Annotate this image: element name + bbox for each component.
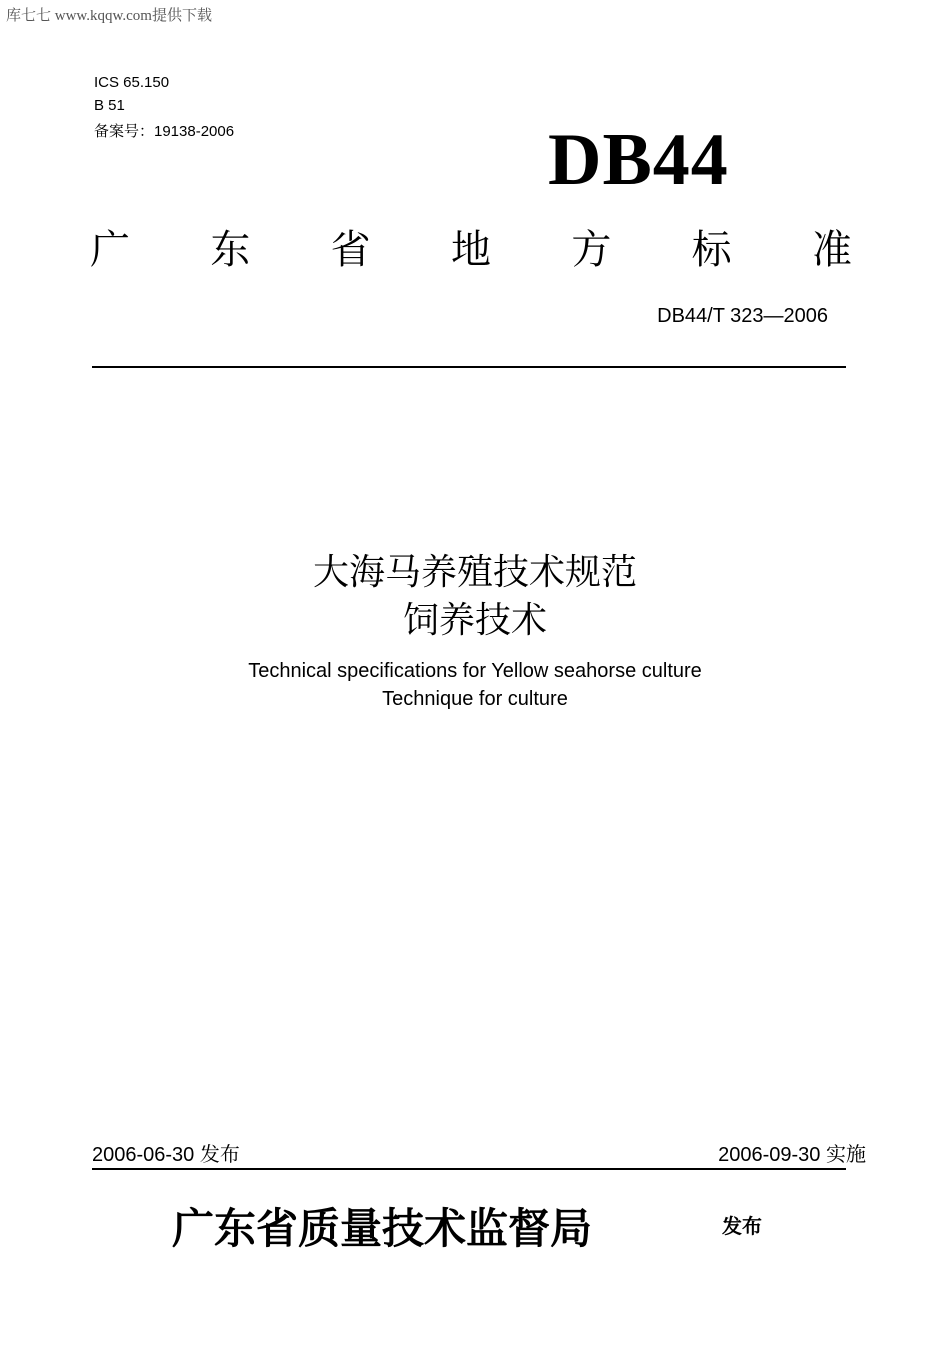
banner-char: 标 xyxy=(691,227,732,273)
title-zh-line2: 饲养技术 xyxy=(402,600,547,641)
issue-date: 2006-06-30 发布 xyxy=(92,1144,240,1166)
issue-label: 发布 xyxy=(722,1216,762,1238)
watermark-text: 库七七 www.kqqw.com提供下载 xyxy=(6,8,212,24)
banner-char: 广 xyxy=(90,227,130,273)
ccs-code: B 51 xyxy=(94,97,125,114)
title-en-line2: Technique for culture xyxy=(382,688,568,710)
top-divider xyxy=(92,366,846,368)
banner-char: 省 xyxy=(330,227,371,273)
implementation-date: 2006-09-30 实施 xyxy=(718,1144,866,1166)
banner-char: 准 xyxy=(811,227,852,273)
banner-char: 东 xyxy=(210,227,251,273)
standard-number: DB44/T 323—2006 xyxy=(657,305,828,327)
bottom-divider xyxy=(92,1168,846,1170)
standard-banner xyxy=(90,218,852,275)
record-number: 备案号：19138-2006 xyxy=(94,123,235,140)
ics-code: ICS 65.150 xyxy=(94,74,170,91)
issuing-authority: 广东省质量技术监督局 xyxy=(172,1204,593,1253)
banner-char: 方 xyxy=(571,227,612,273)
banner-char: 地 xyxy=(450,227,491,273)
db44-logo: DB44 xyxy=(548,119,729,201)
title-zh-line1: 大海马养殖技术规范 xyxy=(312,552,637,593)
title-en-line1: Technical specifications for Yellow seahorse culture xyxy=(248,660,702,682)
